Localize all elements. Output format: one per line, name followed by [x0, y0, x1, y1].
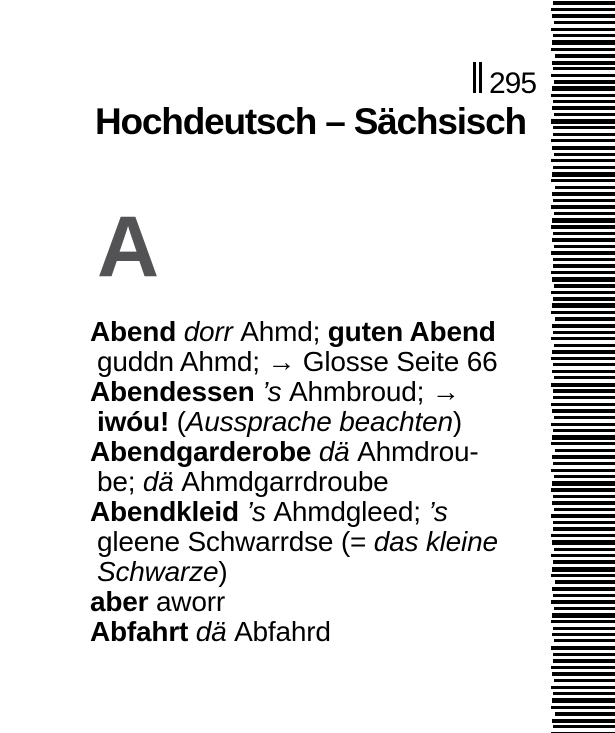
- edge-stripe: [552, 613, 615, 618]
- edge-stripe: [553, 67, 615, 70]
- edge-stripe: [554, 639, 615, 642]
- regular-text: Abfahrd: [234, 616, 331, 647]
- edge-stripe: [551, 600, 615, 604]
- dictionary-line: [90, 437, 550, 467]
- regular-text: (: [176, 406, 186, 437]
- edge-stripe: [553, 429, 615, 433]
- edge-stripe: [551, 488, 615, 491]
- edge-stripe: [552, 435, 615, 440]
- edge-stripe: [551, 646, 615, 650]
- regular-text: be;: [97, 466, 143, 497]
- edge-stripe: [554, 679, 615, 682]
- edge-stripe: [552, 218, 615, 223]
- edge-stripe: [551, 423, 615, 426]
- bold-text: Abend: [90, 316, 184, 347]
- edge-stripe: [551, 251, 615, 255]
- edge-stripe: [552, 698, 615, 703]
- edge-stripe: [554, 153, 615, 156]
- page-title: Hochdeutsch – Sächsisch: [95, 101, 526, 142]
- edge-stripe: [553, 495, 615, 498]
- edge-stripe: [551, 205, 615, 209]
- dictionary-line: [90, 527, 550, 557]
- regular-text: gleene Schwarrdse (=: [97, 526, 374, 557]
- regular-text: aworr: [155, 586, 225, 617]
- double-bar-icon: [473, 62, 485, 93]
- edge-stripe: [555, 449, 615, 453]
- edge-stripe: [552, 40, 615, 45]
- edge-stripe: [551, 686, 615, 689]
- dictionary-line: [90, 317, 550, 347]
- edge-stripe: [552, 14, 615, 19]
- dictionary-lines: [90, 317, 550, 647]
- edge-stripe: [553, 659, 615, 663]
- edge-stripe: [552, 633, 615, 637]
- book-edge-stripes: [551, 0, 615, 733]
- edge-stripe: [553, 166, 615, 170]
- edge-stripe: [552, 350, 615, 355]
- edge-stripe: [553, 126, 615, 129]
- edge-stripe: [551, 94, 615, 97]
- edge-stripe: [551, 403, 615, 406]
- edge-stripe: [553, 133, 615, 137]
- bold-text: Abendkleid: [90, 496, 247, 527]
- regular-text: guddn Ahmd; → Glosse Seite 66: [97, 346, 498, 377]
- italic-text: dorr: [183, 316, 241, 347]
- edge-stripe: [554, 475, 615, 478]
- bold-text: Abendessen: [90, 376, 263, 407]
- edge-stripe: [553, 692, 615, 696]
- edge-stripe: [551, 383, 615, 387]
- regular-text: Ahmdrou-: [357, 436, 479, 467]
- edge-stripe: [552, 409, 615, 414]
- edge-stripe: [553, 521, 615, 524]
- edge-stripe: [554, 508, 615, 511]
- edge-stripe: [551, 706, 615, 709]
- dictionary-line: [90, 377, 550, 407]
- page-number-marker: [473, 62, 537, 100]
- edge-stripe: [554, 548, 615, 551]
- edge-stripe: [551, 337, 615, 341]
- edge-stripe: [552, 106, 615, 110]
- edge-stripe: [551, 74, 615, 78]
- edge-stripe: [552, 501, 615, 505]
- edge-stripe: [553, 264, 615, 268]
- edge-stripe: [553, 1, 615, 5]
- edge-stripe: [554, 212, 615, 215]
- edge-stripe: [551, 666, 615, 669]
- edge-stripe: [552, 238, 615, 242]
- edge-stripe: [551, 28, 615, 31]
- edge-stripe: [553, 258, 615, 261]
- edge-stripe: [552, 324, 615, 328]
- edge-stripe: [552, 86, 615, 91]
- edge-stripe: [553, 199, 615, 202]
- edge-stripe: [553, 653, 615, 656]
- page-number: 295: [489, 67, 537, 100]
- italic-text: Schwarze: [97, 556, 219, 587]
- edge-stripe: [552, 540, 615, 545]
- bold-text: aber: [90, 586, 156, 617]
- dictionary-line: [90, 587, 550, 617]
- edge-stripe: [554, 416, 615, 419]
- edge-stripe: [553, 560, 615, 564]
- italic-text: dä: [142, 466, 182, 497]
- edge-stripe: [551, 139, 615, 142]
- edge-stripe: [552, 370, 615, 374]
- edge-stripe: [554, 344, 615, 347]
- edge-stripe: [551, 48, 615, 51]
- edge-stripe: [555, 712, 615, 716]
- italic-text: Aussprache beachten: [185, 406, 453, 437]
- edge-stripe: [551, 291, 615, 294]
- regular-text: Ahmbroud; →: [288, 376, 460, 407]
- edge-stripe: [553, 363, 615, 366]
- edge-stripe: [553, 100, 615, 103]
- dictionary-line: [90, 557, 550, 587]
- edge-stripe: [552, 672, 615, 677]
- edge-stripe: [551, 179, 615, 182]
- edge-stripe: [553, 725, 615, 728]
- dictionary-line: [90, 497, 550, 527]
- edge-stripe: [551, 442, 615, 445]
- edge-stripe: [552, 192, 615, 196]
- bold-text: Abfahrt: [90, 616, 196, 647]
- regular-text: Ahmd;: [240, 316, 328, 347]
- edge-stripe: [553, 396, 615, 400]
- edge-stripe: [554, 21, 615, 24]
- edge-stripe: [551, 311, 615, 314]
- dictionary-line: [90, 617, 550, 647]
- edge-stripe: [555, 317, 615, 321]
- edge-stripe: [553, 594, 615, 597]
- bold-text: iwóu!: [97, 406, 177, 437]
- edge-stripe: [551, 271, 615, 274]
- edge-stripe: [555, 580, 615, 584]
- bold-text: guten Abend: [327, 316, 496, 347]
- italic-text: ’s: [246, 496, 274, 527]
- edge-stripe: [555, 186, 615, 190]
- regular-text: ): [218, 556, 228, 587]
- bold-text: Abendgarderobe: [90, 436, 319, 467]
- regular-text: Ahmdgarrdroube: [181, 466, 389, 497]
- edge-stripe: [554, 245, 615, 248]
- italic-text: das kleine: [373, 526, 498, 557]
- edge-stripe: [551, 620, 615, 623]
- edge-stripe: [553, 527, 615, 531]
- edge-stripe: [553, 462, 615, 465]
- edge-stripe: [554, 376, 615, 379]
- edge-stripe: [552, 567, 615, 572]
- regular-text: ): [452, 406, 462, 437]
- edge-stripe: [552, 172, 615, 177]
- edge-stripe: [551, 8, 615, 11]
- italic-text: dä: [318, 436, 358, 467]
- edge-stripe: [551, 534, 615, 537]
- edge-stripe: [553, 297, 615, 301]
- edge-stripe: [552, 146, 615, 151]
- edge-stripe: [554, 284, 615, 287]
- edge-stripe: [552, 303, 615, 308]
- edge-stripe: [552, 277, 615, 282]
- edge-stripe: [553, 34, 615, 38]
- edge-stripe: [553, 331, 615, 334]
- edge-stripe: [551, 159, 615, 162]
- italic-text: dä: [195, 616, 235, 647]
- edge-stripe: [551, 514, 615, 518]
- edge-stripe: [551, 469, 615, 473]
- regular-text: Ahmdgleed;: [273, 496, 429, 527]
- edge-stripe: [551, 574, 615, 577]
- edge-stripe: [554, 607, 615, 610]
- edge-stripe: [555, 54, 615, 58]
- edge-stripe: [552, 61, 615, 65]
- edge-stripe: [552, 719, 615, 723]
- dictionary-line: [90, 467, 550, 497]
- edge-stripe: [551, 554, 615, 557]
- dictionary-line: [90, 407, 550, 437]
- edge-stripe: [552, 481, 615, 486]
- edge-stripe: [554, 80, 615, 83]
- dictionary-line: [90, 347, 550, 377]
- section-letter: A: [97, 199, 160, 295]
- edge-stripe: [551, 225, 615, 228]
- edge-stripe: [551, 357, 615, 360]
- edge-stripe: [553, 389, 615, 392]
- italic-text: ’s: [428, 496, 448, 527]
- edge-stripe: [552, 587, 615, 591]
- edge-stripe: [553, 232, 615, 235]
- italic-text: ’s: [262, 376, 289, 407]
- edge-stripe: [551, 119, 615, 123]
- edge-stripe: [554, 113, 615, 116]
- edge-stripe: [553, 627, 615, 630]
- edge-stripe: [552, 455, 615, 459]
